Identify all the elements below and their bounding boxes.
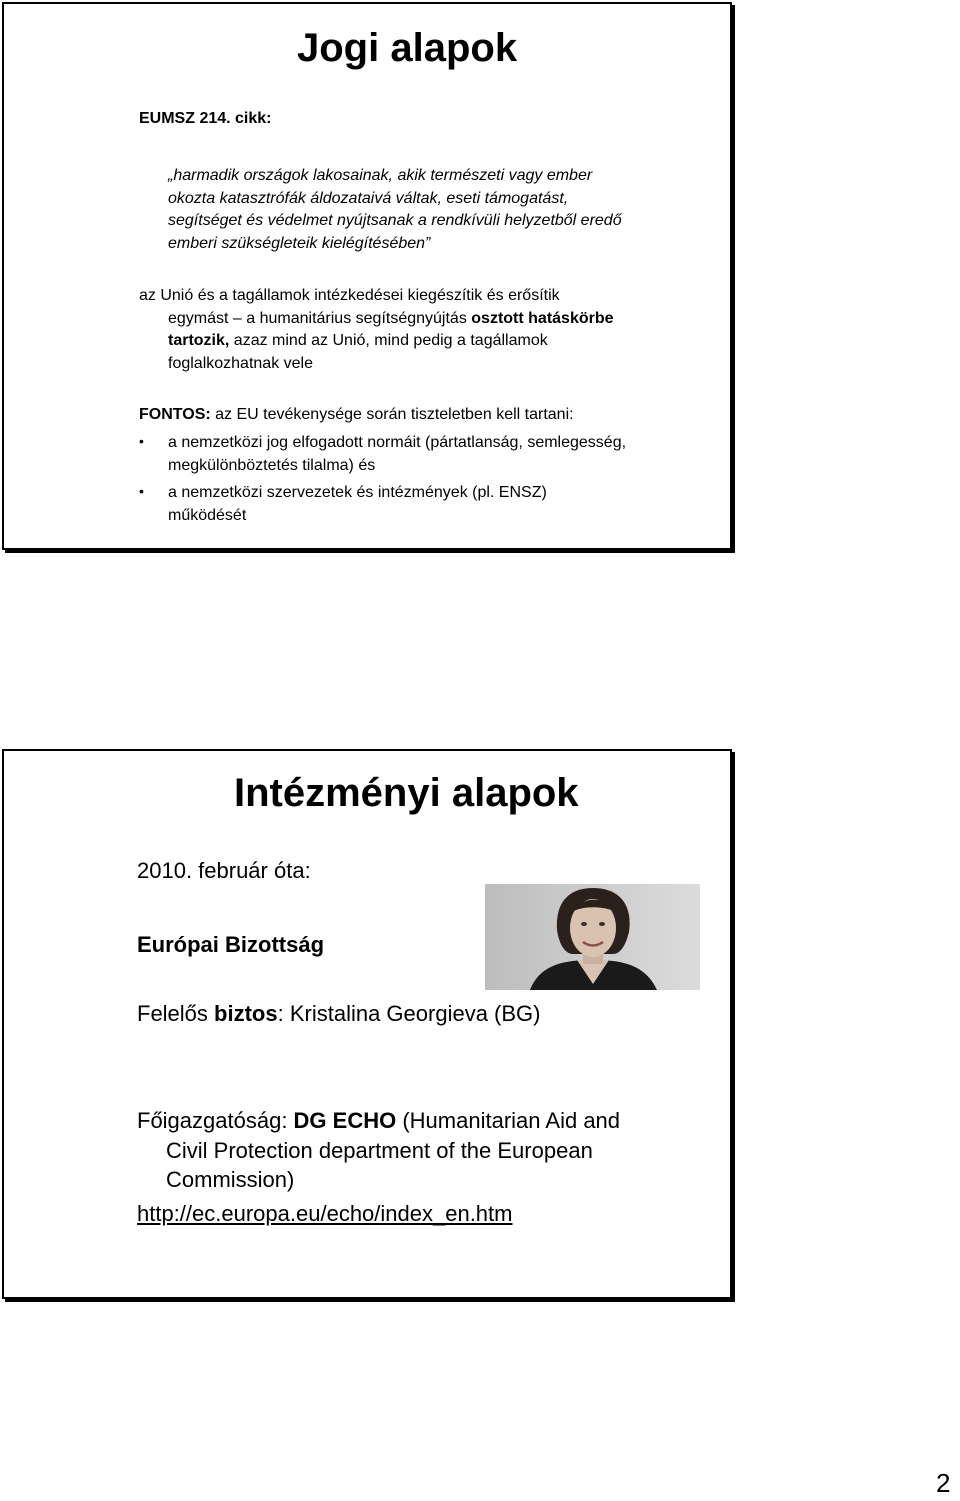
bullet-icon: •	[139, 433, 144, 449]
responsible-commissioner: Felelős biztos: Kristalina Georgieva (BG)	[137, 1001, 541, 1026]
para-line: foglalkozhatnak vele	[168, 354, 313, 372]
slide-title: Intézményi alapok	[234, 771, 579, 815]
bullet-item: a nemzetközi szervezetek és intézmények (pl. ENSZ) működését	[168, 484, 547, 524]
slide-title: Jogi alapok	[297, 26, 518, 70]
quote-line: segítséget és védelmet nyújtsanak a rendkívüli helyzetből eredő	[168, 212, 622, 229]
organization-name: Európai Bizottság	[137, 932, 325, 957]
dg-echo: DG ECHO	[293, 1108, 397, 1133]
page-number: 2	[936, 1468, 951, 1498]
bullet-icon: •	[139, 483, 144, 499]
quote-line: okozta katasztrófák áldozataivá váltak, eseti támogatást,	[168, 189, 569, 207]
slide-jogi-alapok	[2, 2, 732, 550]
bullet-item: a nemzetközi jog elfogadott normáit (pártatlanság, semlegesség, megkülönböztetés tilalma) és	[168, 434, 627, 474]
fontos-label: FONTOS:	[139, 406, 211, 423]
para-line: egymást – a humanitárius segítségnyújtás osztott hatáskörbe	[168, 309, 614, 327]
quote-line: emberi szükségleteik kielégítésében”	[168, 234, 431, 252]
article-heading: EUMSZ 214. cikk:	[139, 110, 272, 127]
commissioner-photo	[485, 884, 700, 990]
competence-paragraph	[139, 285, 614, 375]
slide-intezmenyi-alapok	[2, 749, 732, 1299]
directorate-general: Főigazgatóság: DG ECHO (Humanitarian Aid and Civil Protection department of the European Commission)	[137, 1108, 621, 1192]
para-line: tartozik, azaz mind az Unió, mind pedig a tagállamok	[168, 332, 548, 349]
echo-url-link[interactable]: http://ec.europa.eu/echo/index_en.htm	[137, 1201, 513, 1226]
fontos-line: FONTOS: az EU tevékenysége során tiszteletben kell tartani:	[139, 406, 574, 423]
quote-line: „harmadik országok lakosainak, akik természeti vagy ember	[168, 167, 593, 184]
since-date: 2010. február óta:	[137, 858, 311, 883]
para-line: az Unió és a tagállamok intézkedései kiegészítik és erősítik	[139, 287, 560, 304]
shared-competence: osztott hatáskörbe	[471, 309, 614, 327]
article-quote	[168, 165, 622, 255]
